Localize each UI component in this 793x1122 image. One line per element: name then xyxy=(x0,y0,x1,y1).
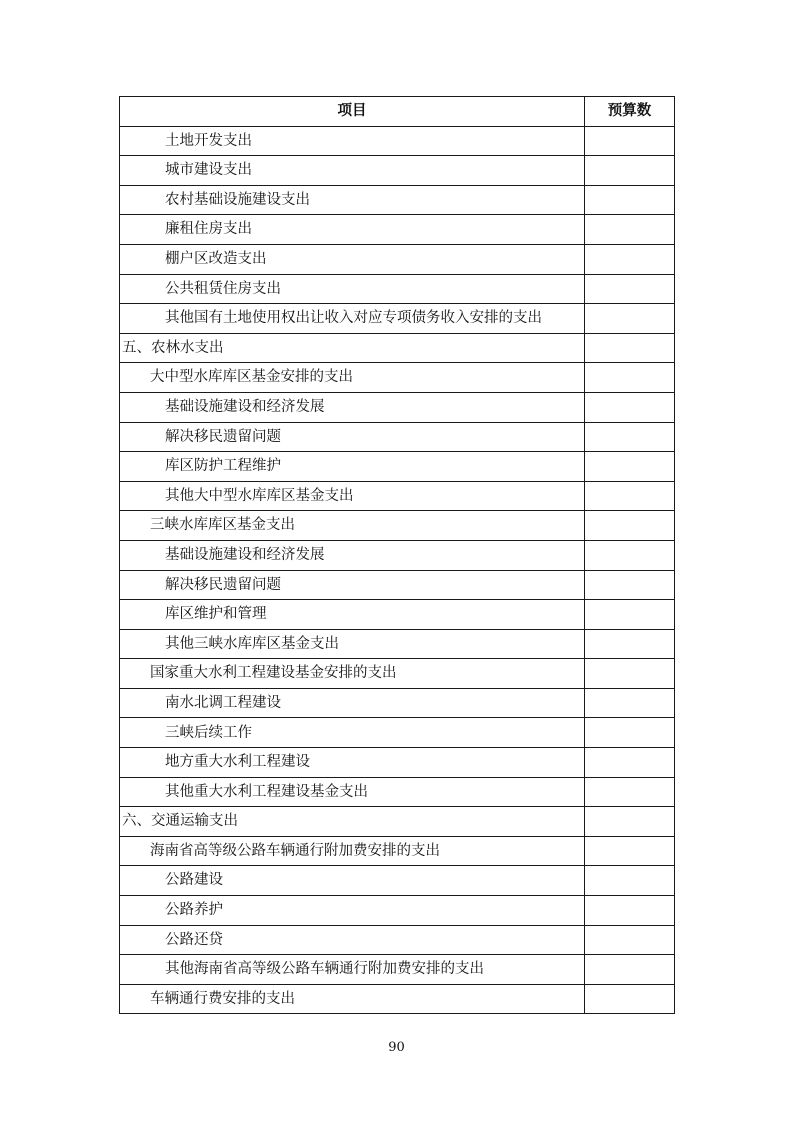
table-row xyxy=(120,925,675,955)
table-row xyxy=(120,274,675,304)
row-budget-value xyxy=(585,688,675,718)
table-row xyxy=(120,688,675,718)
row-budget-value xyxy=(585,866,675,896)
row-item-label: 公路养护 xyxy=(120,896,585,926)
row-item-label: 其他重大水利工程建设基金支出 xyxy=(120,777,585,807)
row-budget-value xyxy=(585,748,675,778)
table-row xyxy=(120,422,675,452)
budget-table xyxy=(119,96,675,1014)
row-budget-value xyxy=(585,629,675,659)
table-row xyxy=(120,215,675,245)
row-item-label: 地方重大水利工程建设 xyxy=(120,748,585,778)
row-budget-value xyxy=(585,274,675,304)
row-item-label: 廉租住房支出 xyxy=(120,215,585,245)
row-item-label: 大中型水库库区基金安排的支出 xyxy=(120,363,585,393)
row-budget-value xyxy=(585,126,675,156)
row-item-label: 农村基础设施建设支出 xyxy=(120,185,585,215)
table-row xyxy=(120,896,675,926)
table-row xyxy=(120,126,675,156)
table-row xyxy=(120,363,675,393)
table-row xyxy=(120,452,675,482)
row-item-label: 三峡后续工作 xyxy=(120,718,585,748)
row-budget-value xyxy=(585,896,675,926)
row-budget-value xyxy=(585,452,675,482)
row-item-label: 车辆通行费安排的支出 xyxy=(120,984,585,1014)
table-body xyxy=(120,126,675,1014)
table-row xyxy=(120,836,675,866)
row-budget-value xyxy=(585,156,675,186)
row-item-label: 库区维护和管理 xyxy=(120,600,585,630)
page-number: 90 xyxy=(388,1040,405,1055)
row-budget-value xyxy=(585,836,675,866)
column-header-budget: 预算数 xyxy=(585,97,675,127)
table-row xyxy=(120,718,675,748)
row-budget-value xyxy=(585,304,675,334)
table-row xyxy=(120,570,675,600)
row-item-label: 土地开发支出 xyxy=(120,126,585,156)
row-item-label: 三峡水库库区基金支出 xyxy=(120,511,585,541)
row-budget-value xyxy=(585,777,675,807)
table-row xyxy=(120,511,675,541)
row-budget-value xyxy=(585,363,675,393)
row-budget-value xyxy=(585,984,675,1014)
table-row xyxy=(120,984,675,1014)
table-row xyxy=(120,244,675,274)
table-row xyxy=(120,156,675,186)
table-row xyxy=(120,955,675,985)
row-budget-value xyxy=(585,215,675,245)
table-row xyxy=(120,777,675,807)
table-row xyxy=(120,304,675,334)
row-item-label: 基础设施建设和经济发展 xyxy=(120,540,585,570)
table-row xyxy=(120,659,675,689)
table-row xyxy=(120,600,675,630)
row-budget-value xyxy=(585,540,675,570)
row-item-label: 棚户区改造支出 xyxy=(120,244,585,274)
row-item-label: 其他大中型水库库区基金支出 xyxy=(120,481,585,511)
row-item-label: 其他三峡水库库区基金支出 xyxy=(120,629,585,659)
row-budget-value xyxy=(585,481,675,511)
row-budget-value xyxy=(585,659,675,689)
row-item-label: 解决移民遗留问题 xyxy=(120,570,585,600)
row-budget-value xyxy=(585,333,675,363)
row-item-label: 南水北调工程建设 xyxy=(120,688,585,718)
table-row xyxy=(120,866,675,896)
table-row xyxy=(120,540,675,570)
row-item-label: 库区防护工程维护 xyxy=(120,452,585,482)
table-row xyxy=(120,748,675,778)
row-item-label: 其他海南省高等级公路车辆通行附加费安排的支出 xyxy=(120,955,585,985)
row-budget-value xyxy=(585,570,675,600)
table-row xyxy=(120,392,675,422)
row-budget-value xyxy=(585,925,675,955)
row-budget-value xyxy=(585,422,675,452)
row-budget-value xyxy=(585,718,675,748)
row-item-label: 城市建设支出 xyxy=(120,156,585,186)
row-item-label: 五、农林水支出 xyxy=(120,333,585,363)
row-item-label: 公路还贷 xyxy=(120,925,585,955)
table-header-row xyxy=(120,97,675,127)
row-item-label: 其他国有土地使用权出让收入对应专项债务收入安排的支出 xyxy=(120,304,585,334)
row-budget-value xyxy=(585,185,675,215)
row-item-label: 解决移民遗留问题 xyxy=(120,422,585,452)
table-row xyxy=(120,185,675,215)
row-item-label: 国家重大水利工程建设基金安排的支出 xyxy=(120,659,585,689)
table-row xyxy=(120,333,675,363)
column-header-item: 项目 xyxy=(120,97,585,127)
row-budget-value xyxy=(585,600,675,630)
row-item-label: 六、交通运输支出 xyxy=(120,807,585,837)
row-item-label: 基础设施建设和经济发展 xyxy=(120,392,585,422)
row-budget-value xyxy=(585,244,675,274)
row-budget-value xyxy=(585,955,675,985)
table-row xyxy=(120,481,675,511)
table-row xyxy=(120,629,675,659)
row-item-label: 公路建设 xyxy=(120,866,585,896)
row-item-label: 公共租赁住房支出 xyxy=(120,274,585,304)
row-budget-value xyxy=(585,511,675,541)
row-item-label: 海南省高等级公路车辆通行附加费安排的支出 xyxy=(120,836,585,866)
table-row xyxy=(120,807,675,837)
row-budget-value xyxy=(585,807,675,837)
row-budget-value xyxy=(585,392,675,422)
